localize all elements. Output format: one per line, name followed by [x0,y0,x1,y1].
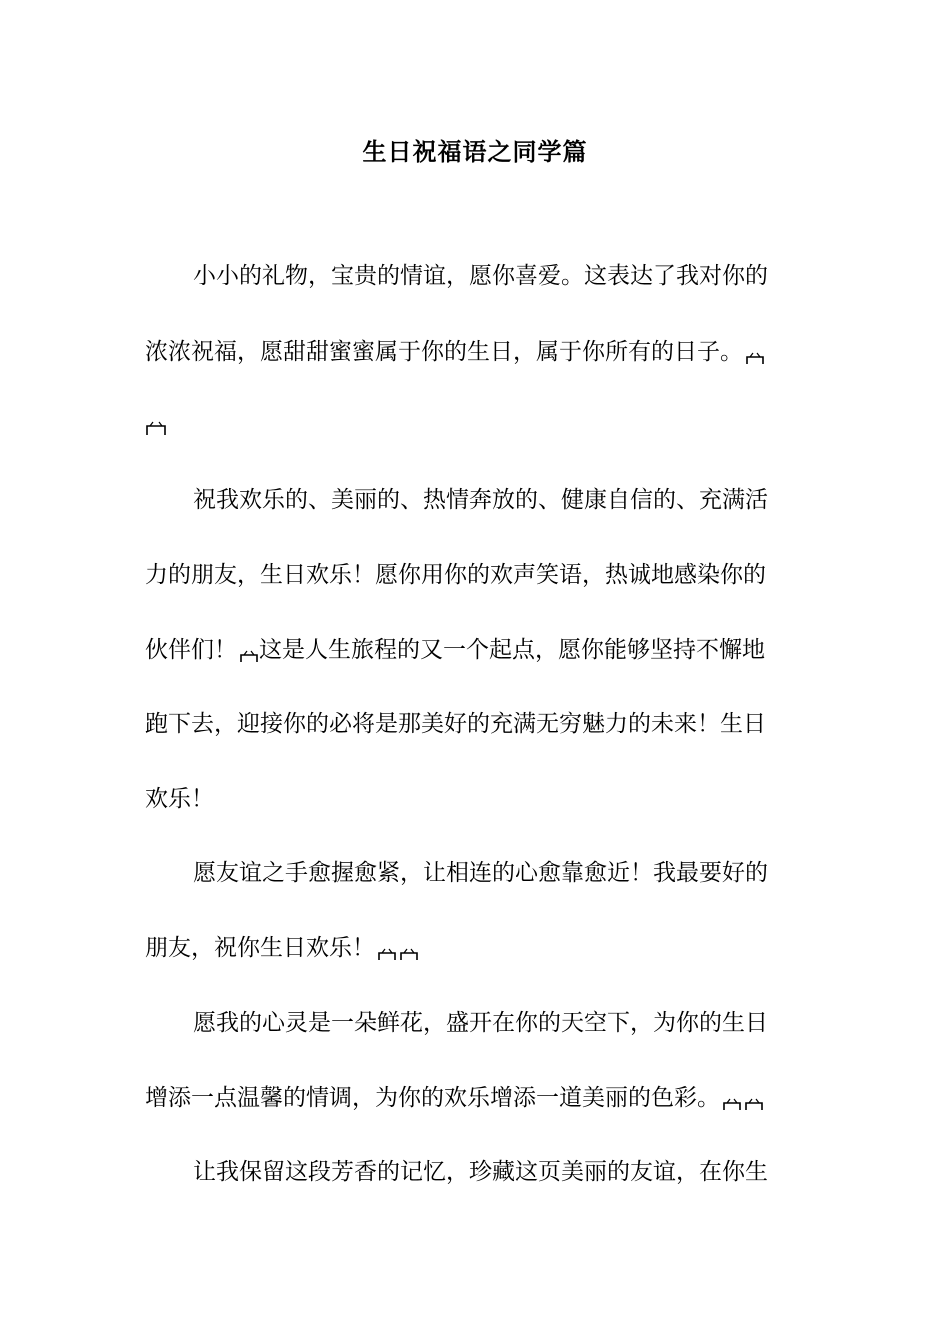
document-title: 生日祝福语之同学篇 [362,137,588,166]
paragraph-2-line-5: 欢乐！ [145,786,214,812]
emoticon-icon [745,352,765,365]
paragraph-1-line-2-text: 浓浓祝福，愿甜甜蜜蜜属于你的生日，属于你所有的日子。 [145,339,743,365]
paragraph-1-line-2 [145,335,810,369]
emoticon-icon [399,948,419,961]
paragraph-2-line-3 [145,633,810,667]
paragraph-3-line-2-text: 朋友，祝你生日欢乐！ [145,935,375,961]
emoticon-icon [722,1098,742,1111]
paragraph-2-line-1: 祝我欢乐的、美丽的、热情奔放的、健康自信的、充满活 [193,487,768,513]
emoticon-icon [239,650,259,663]
paragraph-4-line-2 [145,1081,810,1115]
emoticon-icon [377,948,397,961]
paragraph-5-line-1: 让我保留这段芳香的记忆，珍藏这页美丽的友谊，在你生 [193,1159,768,1185]
emoticon-icon [145,420,167,436]
paragraph-2-line-3-text-b: 这是人生旅程的又一个起点，愿你能够坚持不懈地 [259,637,765,663]
paragraph-3-line-2 [145,931,810,965]
paragraph-4-line-1: 愿我的心灵是一朵鲜花，盛开在你的天空下，为你的生日 [193,1010,768,1036]
paragraph-1-line-1: 小小的礼物，宝贵的情谊，愿你喜爱。这表达了我对你的 [193,263,768,289]
paragraph-4-line-2-text: 增添一点温馨的情调，为你的欢乐增添一道美丽的色彩。 [145,1085,720,1111]
paragraph-2-line-3-text-a: 伙伴们！ [145,637,237,663]
paragraph-3-line-1: 愿友谊之手愈握愈紧，让相连的心愈靠愈近！我最要好的 [193,860,768,886]
emoticon-icon [744,1098,764,1111]
paragraph-2-line-4: 跑下去，迎接你的必将是那美好的充满无穷魅力的未来！生日 [145,711,766,737]
paragraph-2-line-2: 力的朋友，生日欢乐！愿你用你的欢声笑语，热诚地感染你的 [145,562,766,588]
